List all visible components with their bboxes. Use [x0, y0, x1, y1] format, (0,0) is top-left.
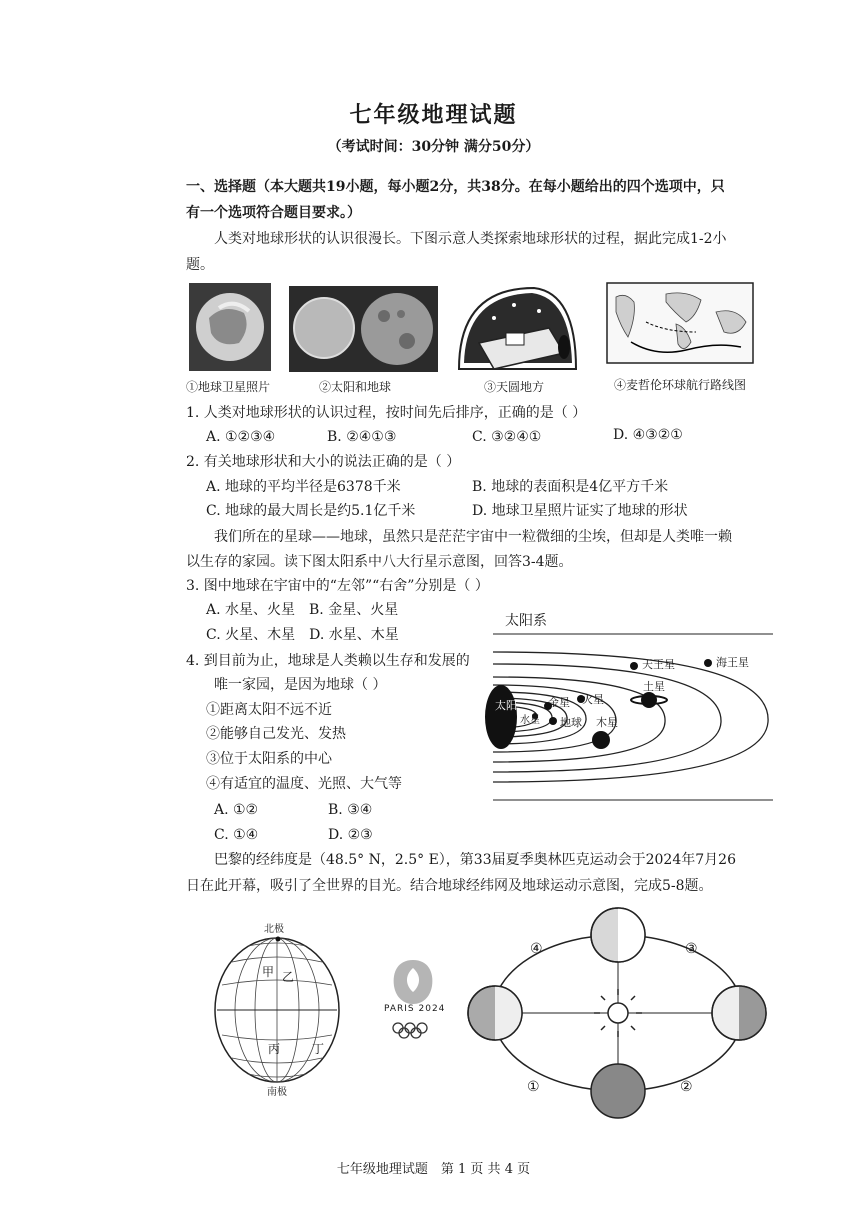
question-4-stem-cont: 唯一家园，是因为地球（ ） — [214, 677, 387, 693]
planet-label-jupiter: 木星 — [596, 716, 618, 729]
tianyuan-difang-illustration — [454, 283, 579, 371]
globe-point-yi: 乙 — [282, 970, 295, 984]
planet-label-saturn: 土星 — [643, 680, 665, 693]
planet-label-sun: 太阳 — [495, 699, 517, 712]
question-4-item-1: ①距离太阳不远不近 — [206, 702, 332, 718]
planet-label-mercury: 水星 — [520, 715, 540, 726]
question-1-option-d: D. ④③②① — [613, 427, 683, 443]
intro-paragraph-1-cont: 题。 — [186, 257, 214, 273]
intro-paragraph-3-cont: 日在此开幕，吸引了全世界的目光。结合地球经纬网及地球运动示意图，完成5-8题。 — [186, 878, 713, 894]
intro-paragraph-2-cont: 以生存的家园。读下图太阳系中八大行星示意图，回答3-4题。 — [186, 554, 573, 570]
question-4-item-3: ③位于太阳系的中心 — [206, 751, 332, 767]
question-1-option-c: C. ③②④① — [472, 429, 542, 445]
orbit-label-2: ② — [680, 1079, 693, 1095]
figure-caption-1: ①地球卫星照片 — [186, 380, 271, 394]
globe-graticule-diagram — [212, 930, 342, 1090]
question-4-item-4: ④有适宜的温度、光照、大气等 — [206, 776, 402, 792]
magellan-route-map — [606, 282, 754, 364]
earth-revolution-diagram — [473, 905, 763, 1125]
question-1-option-a: A. ①②③④ — [206, 429, 276, 445]
orbit-label-1: ① — [527, 1079, 540, 1095]
question-4-option-d: D. ②③ — [328, 827, 373, 843]
question-4-item-2: ②能够自己发光、发热 — [206, 726, 346, 742]
page-footer: 七年级地理试题 第 1 页 共 4 页 — [336, 1162, 531, 1177]
page-subtitle: （考试时间：30分钟 满分50分） — [327, 139, 540, 155]
figure-caption-3: ③天圆地方 — [484, 380, 545, 394]
figure-caption-2: ②太阳和地球 — [319, 380, 392, 394]
question-2-option-d: D. 地球卫星照片证实了地球的形状 — [472, 503, 688, 519]
orbit-label-4: ④ — [530, 941, 543, 957]
globe-south-label: 南极 — [267, 1087, 287, 1098]
question-3-options-cd: C. 火星、木星 D. 水星、木星 — [206, 627, 399, 643]
section-heading-cont: 有一个选项符合题目要求。） — [186, 205, 361, 221]
sun-earth-photo — [289, 286, 438, 372]
section-heading: 一、选择题（本大题共19小题，每小题2分，共38分。在每小题给出的四个选项中，只 — [186, 179, 725, 195]
question-2-stem: 2. 有关地球形状和大小的说法正确的是（ ） — [186, 454, 461, 470]
question-4-option-b: B. ③④ — [328, 802, 373, 818]
question-3-stem: 3. 图中地球在宇宙中的“左邻”“右舍”分别是（ ） — [186, 578, 489, 594]
question-3-options-ab: A. 水星、火星 B. 金星、火星 — [206, 602, 399, 618]
intro-paragraph-1: 人类对地球形状的认识很漫长。下图示意人类探索地球形状的过程，据此完成1-2小 — [214, 231, 727, 247]
question-1-option-b: B. ②④①③ — [327, 429, 397, 445]
globe-point-ding: 丁 — [312, 1042, 325, 1056]
figure-caption-4: ④麦哲伦环球航行路线图 — [614, 378, 747, 392]
solar-system-title: 太阳系 — [505, 613, 547, 629]
intro-paragraph-2: 我们所在的星球——地球，虽然只是茫茫宇宙中一粒微细的尘埃，但却是人类唯一赖 — [214, 529, 732, 545]
page-title: 七年级地理试题 — [349, 102, 518, 128]
globe-point-bing: 丙 — [268, 1042, 281, 1056]
question-4-option-a: A. ①② — [214, 802, 259, 818]
question-2-option-b: B. 地球的表面积是4亿平方千米 — [472, 479, 669, 495]
question-4-option-c: C. ①④ — [214, 827, 259, 843]
planet-label-uranus: 天王星 — [642, 658, 675, 671]
question-2-option-c: C. 地球的最大周长是约5.1亿千米 — [206, 503, 416, 519]
planet-label-venus: 金星 — [548, 696, 570, 709]
planet-label-neptune: 海王星 — [716, 656, 749, 669]
globe-north-label: 北极 — [264, 924, 284, 935]
intro-paragraph-3: 巴黎的经纬度是（48.5° N，2.5° E），第33届夏季奥林匹克运动会于2024年7月26 — [214, 852, 736, 868]
satellite-photo — [189, 283, 271, 371]
paris-2024-logo-text: PARIS 2024 — [384, 1004, 446, 1014]
planet-label-mars: 火星 — [582, 693, 604, 706]
question-1-stem: 1. 人类对地球形状的认识过程，按时间先后排序，正确的是（ ） — [186, 405, 587, 421]
paris-2024-logo — [378, 958, 448, 1038]
planet-label-earth: 地球 — [560, 716, 582, 729]
question-2-option-a: A. 地球的平均半径是6378千米 — [206, 479, 401, 495]
orbit-label-3: ③ — [685, 941, 698, 957]
globe-point-jia: 甲 — [262, 965, 275, 979]
question-4-stem: 4. 到目前为止，地球是人类赖以生存和发展的 — [186, 653, 470, 669]
